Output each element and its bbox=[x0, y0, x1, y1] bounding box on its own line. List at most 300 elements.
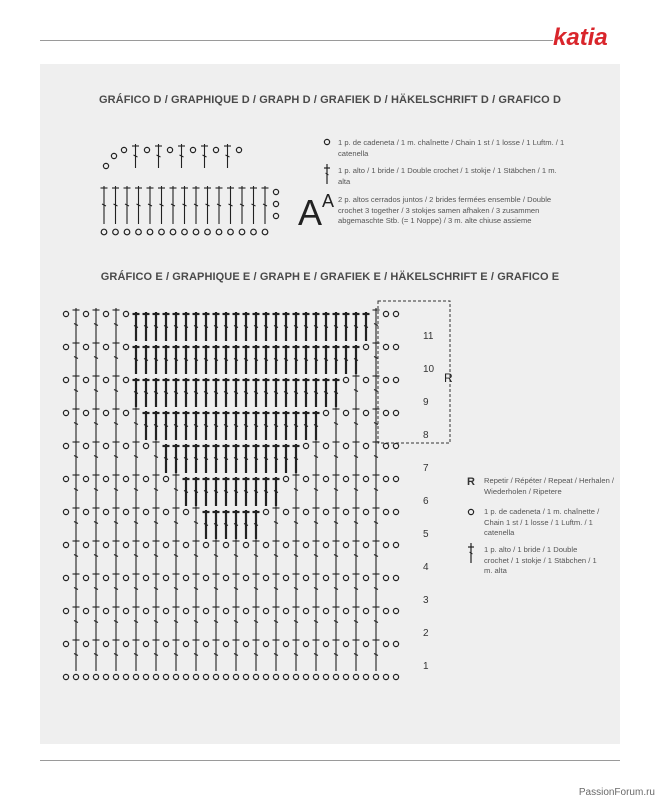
brand-logo bbox=[549, 22, 621, 52]
chain-symbol bbox=[143, 641, 148, 646]
dc-symbol bbox=[253, 572, 260, 605]
chain-symbol bbox=[263, 641, 268, 646]
chain-symbol bbox=[239, 229, 245, 235]
chain-symbol bbox=[103, 377, 108, 382]
dc-symbol bbox=[93, 440, 100, 473]
dc-symbol bbox=[293, 345, 300, 374]
dc-symbol bbox=[263, 444, 270, 473]
dc-symbol bbox=[183, 345, 190, 374]
chain-symbol bbox=[123, 509, 128, 514]
dc-symbol bbox=[113, 506, 120, 539]
chain-symbol bbox=[263, 608, 268, 613]
dc-symbol bbox=[353, 473, 360, 506]
dc-symbol bbox=[93, 572, 100, 605]
chain-symbol bbox=[103, 344, 108, 349]
chain-symbol bbox=[203, 608, 208, 613]
chain-symbol bbox=[343, 542, 348, 547]
chain-symbol bbox=[163, 509, 168, 514]
row-number-7: 7 bbox=[423, 463, 429, 474]
chain-symbol bbox=[103, 163, 108, 168]
chain-symbol bbox=[113, 229, 119, 235]
dc-symbol bbox=[293, 411, 300, 440]
dc-symbol bbox=[73, 605, 80, 638]
dc-symbol bbox=[253, 312, 260, 341]
chain-symbol bbox=[383, 608, 388, 613]
dc-symbol bbox=[133, 407, 140, 440]
chain-symbol bbox=[273, 674, 278, 679]
chain-symbol bbox=[63, 377, 68, 382]
chain-symbol bbox=[323, 509, 328, 514]
dc-symbol bbox=[353, 506, 360, 539]
dc-symbol bbox=[93, 341, 100, 374]
chain-symbol bbox=[283, 641, 288, 646]
dc-symbol bbox=[181, 186, 188, 224]
dc-symbol bbox=[113, 374, 120, 407]
dc-symbol bbox=[333, 572, 340, 605]
dc-symbol bbox=[333, 345, 340, 374]
dc-symbol bbox=[233, 539, 240, 572]
chain-symbol bbox=[83, 344, 88, 349]
dc-symbol bbox=[233, 605, 240, 638]
dc-symbol bbox=[183, 477, 190, 506]
dc-symbol bbox=[153, 473, 160, 506]
chain-symbol bbox=[147, 229, 153, 235]
dc-symbol bbox=[353, 440, 360, 473]
chain-symbol bbox=[393, 608, 398, 613]
dc-symbol bbox=[213, 510, 220, 539]
chain-symbol bbox=[103, 575, 108, 580]
chain-symbol bbox=[323, 476, 328, 481]
row-number-6: 6 bbox=[423, 496, 429, 507]
dc-symbol bbox=[223, 510, 230, 539]
chain-symbol bbox=[343, 377, 348, 382]
dc-symbol bbox=[263, 477, 270, 506]
chain-symbol bbox=[383, 641, 388, 646]
dc-symbol bbox=[253, 539, 260, 572]
chain-symbol bbox=[83, 575, 88, 580]
chain-symbol bbox=[83, 674, 88, 679]
dc-symbol bbox=[133, 572, 140, 605]
chain-symbol bbox=[363, 641, 368, 646]
chain-symbol bbox=[383, 410, 388, 415]
dc-symbol bbox=[293, 378, 300, 407]
chain-symbol bbox=[103, 608, 108, 613]
dc-symbol bbox=[293, 312, 300, 341]
chain-symbol bbox=[363, 443, 368, 448]
chain-symbol bbox=[323, 608, 328, 613]
chain-symbol bbox=[363, 410, 368, 415]
graph-e-legend-chain: 1 p. de cadeneta / 1 m. chaînette / Chain 1 st / 1 losse / 1 Luftm. / 1 catenella bbox=[484, 507, 600, 537]
dc-symbol bbox=[263, 312, 270, 341]
dc-symbol bbox=[213, 345, 220, 374]
dc-symbol bbox=[273, 539, 280, 572]
dc-symbol bbox=[303, 312, 310, 341]
chain-symbol bbox=[263, 542, 268, 547]
row-number-3: 3 bbox=[423, 595, 429, 606]
chain-symbol bbox=[273, 201, 278, 206]
double-crochet-icon bbox=[322, 163, 332, 185]
dc-symbol bbox=[303, 345, 310, 374]
dc-symbol bbox=[155, 144, 162, 168]
dc-symbol bbox=[113, 473, 120, 506]
chain-symbol bbox=[263, 674, 268, 679]
chain-symbol bbox=[163, 542, 168, 547]
dc-symbol bbox=[213, 378, 220, 407]
dc-symbol bbox=[193, 572, 200, 605]
chain-symbol bbox=[383, 575, 388, 580]
chain-symbol bbox=[103, 410, 108, 415]
chain-symbol bbox=[243, 674, 248, 679]
dc-symbol bbox=[343, 312, 350, 341]
row-number-1: 1 bbox=[423, 661, 429, 672]
chain-symbol bbox=[123, 674, 128, 679]
dc-symbol bbox=[203, 312, 210, 341]
chain-symbol bbox=[393, 575, 398, 580]
dc-symbol bbox=[233, 378, 240, 407]
dc-symbol bbox=[153, 378, 160, 407]
chain-symbol bbox=[233, 674, 238, 679]
dc-symbol bbox=[143, 411, 150, 440]
chain-symbol bbox=[103, 476, 108, 481]
chain-symbol bbox=[263, 509, 268, 514]
chain-symbol bbox=[63, 410, 68, 415]
graph-d-title: GRÁFICO D / GRAPHIQUE D / GRAPH D / GRAFIEK D / HÄKELSCHRIFT D / GRAFICO D bbox=[98, 94, 562, 106]
chain-symbol bbox=[303, 476, 308, 481]
dc-symbol bbox=[273, 345, 280, 374]
chain-symbol bbox=[101, 229, 107, 235]
dc-symbol bbox=[113, 440, 120, 473]
dc-symbol bbox=[133, 506, 140, 539]
dc-symbol bbox=[253, 345, 260, 374]
chain-symbol bbox=[223, 608, 228, 613]
dc-symbol bbox=[373, 473, 380, 506]
dc-symbol bbox=[193, 312, 200, 341]
dc-symbol bbox=[223, 444, 230, 473]
chain-symbol bbox=[203, 674, 208, 679]
dc-symbol bbox=[153, 539, 160, 572]
chain-symbol bbox=[363, 608, 368, 613]
dc-symbol bbox=[353, 572, 360, 605]
chain-symbol bbox=[283, 674, 288, 679]
dc-symbol bbox=[113, 308, 120, 341]
dc-symbol bbox=[173, 312, 180, 341]
dc-symbol bbox=[343, 345, 350, 374]
dc-symbol bbox=[243, 477, 250, 506]
dc-symbol bbox=[333, 440, 340, 473]
chain-symbol bbox=[163, 608, 168, 613]
dc-symbol bbox=[273, 638, 280, 671]
graph-e-legend-dc: 1 p. alto / 1 bride / 1 Double crochet / 1 stokje / 1 Stäbchen / 1 m. alta bbox=[484, 545, 597, 575]
chain-symbol bbox=[83, 377, 88, 382]
dc-symbol bbox=[293, 605, 300, 638]
dc-symbol bbox=[213, 411, 220, 440]
chain-symbol bbox=[63, 509, 68, 514]
chain-symbol bbox=[63, 575, 68, 580]
dc-symbol bbox=[153, 440, 160, 473]
chain-symbol bbox=[236, 147, 241, 152]
chain-symbol bbox=[393, 443, 398, 448]
dc-symbol bbox=[353, 312, 360, 341]
dc-symbol bbox=[223, 477, 230, 506]
dc-symbol bbox=[133, 440, 140, 473]
watermark: PassionForum.ru bbox=[578, 787, 655, 798]
dc-symbol bbox=[243, 345, 250, 374]
dc-symbol bbox=[93, 473, 100, 506]
chain-symbol bbox=[393, 377, 398, 382]
chain-symbol bbox=[111, 153, 116, 158]
chain-symbol bbox=[143, 575, 148, 580]
dc-symbol bbox=[143, 378, 150, 407]
chain-symbol bbox=[223, 542, 228, 547]
dc-symbol bbox=[73, 473, 80, 506]
chain-symbol bbox=[363, 542, 368, 547]
dc-symbol bbox=[203, 411, 210, 440]
dc-symbol bbox=[124, 186, 131, 224]
dc-symbol bbox=[133, 345, 140, 374]
chain-symbol bbox=[143, 443, 148, 448]
chain-symbol bbox=[393, 311, 398, 316]
dc-symbol bbox=[283, 312, 290, 341]
chain-symbol bbox=[283, 542, 288, 547]
dc-symbol bbox=[183, 411, 190, 440]
dc-symbol bbox=[243, 378, 250, 407]
dc-symbol bbox=[147, 186, 154, 224]
dc-symbol bbox=[173, 605, 180, 638]
dc-symbol bbox=[153, 345, 160, 374]
dc-symbol bbox=[133, 473, 140, 506]
chain-symbol bbox=[163, 674, 168, 679]
dc-symbol bbox=[224, 144, 231, 168]
dc-symbol bbox=[73, 407, 80, 440]
chain-symbol bbox=[303, 674, 308, 679]
dc-symbol bbox=[373, 506, 380, 539]
chain-symbol bbox=[144, 147, 149, 152]
dc-symbol bbox=[273, 605, 280, 638]
dc-symbol bbox=[273, 506, 280, 539]
chain-symbol bbox=[183, 575, 188, 580]
chain-symbol bbox=[123, 542, 128, 547]
dc-symbol bbox=[93, 308, 100, 341]
dc-symbol bbox=[262, 186, 269, 224]
dc-symbol bbox=[153, 312, 160, 341]
chain-symbol bbox=[243, 575, 248, 580]
dc-symbol bbox=[178, 144, 185, 168]
dc-symbol bbox=[183, 444, 190, 473]
dc-symbol bbox=[153, 506, 160, 539]
dc-symbol bbox=[112, 186, 119, 224]
top-rule bbox=[40, 40, 553, 41]
chain-symbol bbox=[343, 608, 348, 613]
dc-symbol bbox=[193, 638, 200, 671]
dc-symbol bbox=[373, 638, 380, 671]
dc-symbol bbox=[283, 444, 290, 473]
chain-symbol bbox=[83, 542, 88, 547]
chain-symbol bbox=[383, 311, 388, 316]
dc-symbol bbox=[373, 539, 380, 572]
dc-symbol bbox=[333, 407, 340, 440]
dc-symbol bbox=[293, 539, 300, 572]
chain-symbol bbox=[283, 509, 288, 514]
chain-symbol bbox=[223, 575, 228, 580]
dc-symbol bbox=[193, 477, 200, 506]
dc-symbol bbox=[253, 605, 260, 638]
chain-symbol bbox=[263, 575, 268, 580]
chain-symbol bbox=[323, 575, 328, 580]
chain-symbol bbox=[353, 674, 358, 679]
dc-symbol bbox=[243, 312, 250, 341]
chain-symbol bbox=[323, 674, 328, 679]
repeat-legend-symbol: R bbox=[467, 476, 475, 488]
chain-symbol bbox=[243, 641, 248, 646]
row-number-4: 4 bbox=[423, 562, 429, 573]
dc-symbol bbox=[313, 411, 320, 440]
dc-symbol bbox=[113, 407, 120, 440]
dc-symbol bbox=[263, 345, 270, 374]
dc-symbol bbox=[273, 312, 280, 341]
chain-symbol bbox=[393, 410, 398, 415]
chain-symbol bbox=[63, 443, 68, 448]
dc-symbol bbox=[73, 374, 80, 407]
chain-symbol bbox=[63, 608, 68, 613]
dc-symbol bbox=[213, 638, 220, 671]
dc-symbol bbox=[253, 378, 260, 407]
dc-symbol bbox=[170, 186, 177, 224]
chain-symbol bbox=[343, 575, 348, 580]
dc-symbol bbox=[273, 444, 280, 473]
dc-symbol bbox=[323, 345, 330, 374]
chain-symbol bbox=[363, 344, 368, 349]
chain-symbol bbox=[163, 476, 168, 481]
dc-symbol bbox=[133, 539, 140, 572]
chain-symbol bbox=[121, 147, 126, 152]
chain-symbol bbox=[163, 641, 168, 646]
dc-symbol bbox=[263, 411, 270, 440]
dc-symbol bbox=[135, 186, 142, 224]
chain-symbol bbox=[383, 377, 388, 382]
repeat-bracket bbox=[378, 301, 450, 443]
dc-symbol bbox=[263, 378, 270, 407]
dc-symbol bbox=[313, 378, 320, 407]
dc-symbol bbox=[233, 510, 240, 539]
chain-symbol bbox=[143, 476, 148, 481]
dc-symbol bbox=[253, 638, 260, 671]
dc-symbol bbox=[113, 572, 120, 605]
chain-icon bbox=[466, 507, 476, 517]
chain-symbol bbox=[183, 509, 188, 514]
logo-text: katia bbox=[553, 24, 608, 51]
chain-symbol bbox=[323, 542, 328, 547]
graph-d-cluster-large: A bbox=[298, 192, 323, 233]
chain-symbol bbox=[123, 377, 128, 382]
row-number-10: 10 bbox=[423, 364, 435, 375]
chain-symbol bbox=[273, 213, 278, 218]
row-number-8: 8 bbox=[423, 430, 429, 441]
dc-symbol bbox=[293, 473, 300, 506]
dc-symbol bbox=[353, 407, 360, 440]
chain-symbol bbox=[73, 674, 78, 679]
dc-symbol bbox=[273, 477, 280, 506]
chain-symbol bbox=[343, 674, 348, 679]
chain-symbol bbox=[262, 229, 268, 235]
dc-symbol bbox=[201, 144, 208, 168]
dc-symbol bbox=[73, 506, 80, 539]
chain-symbol bbox=[393, 476, 398, 481]
dc-symbol bbox=[193, 539, 200, 572]
bottom-rule bbox=[40, 760, 620, 761]
chain-symbol bbox=[123, 443, 128, 448]
chain-symbol bbox=[393, 542, 398, 547]
chain-symbol bbox=[343, 641, 348, 646]
dc-symbol bbox=[173, 411, 180, 440]
chain-symbol bbox=[193, 229, 199, 235]
dc-symbol bbox=[353, 374, 360, 407]
chain-symbol bbox=[363, 509, 368, 514]
chain-symbol bbox=[83, 608, 88, 613]
double-crochet-icon bbox=[466, 542, 476, 564]
chain-symbol bbox=[113, 674, 118, 679]
dc-symbol bbox=[223, 345, 230, 374]
chain-symbol bbox=[83, 509, 88, 514]
chain-symbol bbox=[213, 147, 218, 152]
dc-symbol bbox=[333, 506, 340, 539]
dc-symbol bbox=[373, 572, 380, 605]
dc-symbol bbox=[101, 186, 108, 224]
dc-symbol bbox=[273, 378, 280, 407]
graph-d-legend-dc: 1 p. alto / 1 bride / 1 Double crochet / 1 stokje / 1 Stäbchen / 1 m. alta bbox=[338, 166, 557, 186]
dc-symbol bbox=[113, 341, 120, 374]
dc-symbol bbox=[203, 510, 210, 539]
dc-symbol bbox=[173, 506, 180, 539]
chain-symbol bbox=[303, 575, 308, 580]
chain-symbol bbox=[173, 674, 178, 679]
dc-symbol bbox=[73, 572, 80, 605]
chain-symbol bbox=[103, 443, 108, 448]
row-number-2: 2 bbox=[423, 628, 429, 639]
dc-symbol bbox=[313, 572, 320, 605]
chain-symbol bbox=[123, 608, 128, 613]
dc-symbol bbox=[273, 572, 280, 605]
chain-symbol bbox=[83, 443, 88, 448]
chain-symbol bbox=[383, 674, 388, 679]
chain-symbol bbox=[63, 311, 68, 316]
dc-symbol bbox=[203, 477, 210, 506]
cluster-icon: A bbox=[322, 191, 335, 211]
chain-symbol bbox=[183, 542, 188, 547]
chain-symbol bbox=[103, 509, 108, 514]
chain-symbol bbox=[283, 575, 288, 580]
chain-symbol bbox=[223, 641, 228, 646]
dc-symbol bbox=[173, 539, 180, 572]
dc-symbol bbox=[73, 539, 80, 572]
chain-symbol bbox=[253, 674, 258, 679]
dc-symbol bbox=[353, 345, 360, 374]
chain-symbol bbox=[393, 674, 398, 679]
dc-symbol bbox=[133, 312, 140, 341]
dc-symbol bbox=[223, 312, 230, 341]
chain-symbol bbox=[205, 229, 211, 235]
dc-symbol bbox=[203, 378, 210, 407]
dc-symbol bbox=[283, 345, 290, 374]
dc-symbol bbox=[313, 345, 320, 374]
dc-symbol bbox=[233, 312, 240, 341]
repeat-label: R bbox=[444, 371, 453, 385]
chain-symbol bbox=[383, 476, 388, 481]
dc-symbol bbox=[243, 411, 250, 440]
dc-symbol bbox=[313, 312, 320, 341]
dc-symbol bbox=[353, 539, 360, 572]
chain-symbol bbox=[103, 641, 108, 646]
chain-symbol bbox=[273, 189, 278, 194]
